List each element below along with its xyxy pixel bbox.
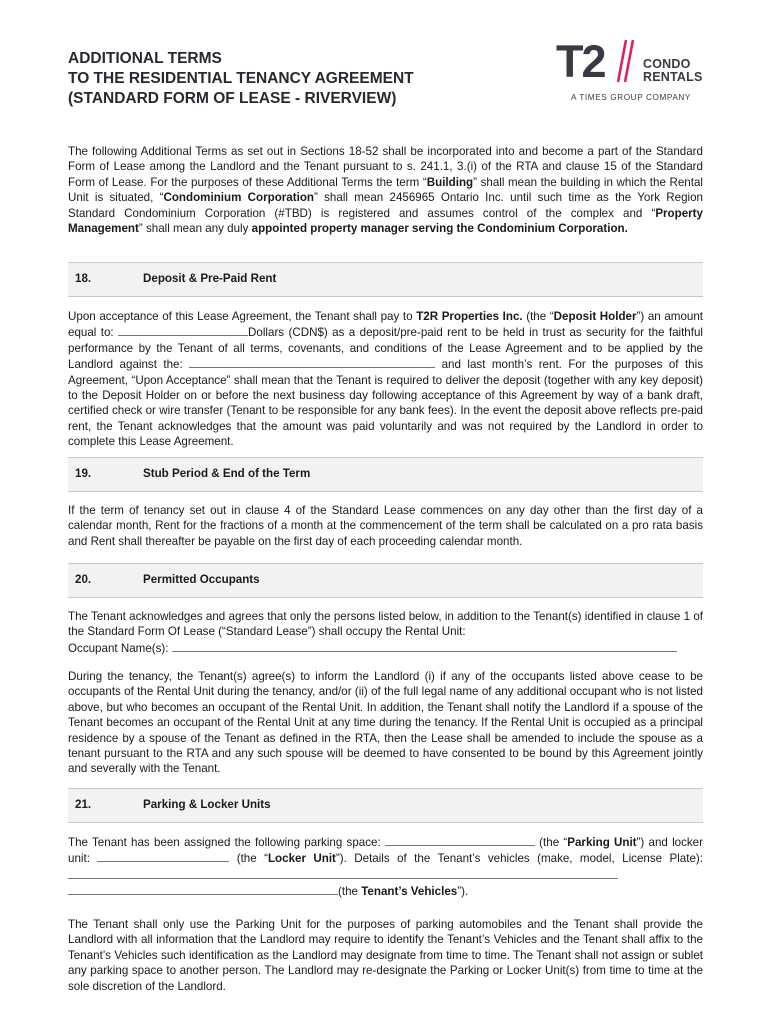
s18-text: (the “: [522, 310, 554, 323]
logo-line-1: CONDO: [643, 57, 691, 71]
document-title: [68, 49, 498, 109]
term-parking-unit: Parking Unit: [567, 836, 637, 849]
section-title: Parking & Locker Units: [143, 798, 271, 811]
s18-text: Dollars (CDN$) as a deposit/pre-paid rent to be held in trust as security for the faithful performance by the Tenant of all terms, covenants, and conditions of the Lease Agreement and to be applied by the Landlord against the:: [68, 326, 704, 372]
s21-text: The Tenant has been assigned the following parking space:: [68, 836, 385, 849]
occupant-names-field[interactable]: [172, 640, 677, 652]
term-tenants-vehicles: Tenant’s Vehicles: [361, 885, 458, 899]
s18-text: Upon acceptance of this Lease Agreement, the Tenant shall pay to: [68, 310, 417, 323]
section-21-paragraph-2: The Tenant shall only use the Parking Unit for the purposes of parking automobiles and the Tenant shall provide the Landlord with all information that the Landlord may require to identify the Tenant’s Vehicles and the Tenant shall affix to the Tenant’s Vehicles such identification as the Landlord may designate from time to time. The Tenant shall not assign or sublet any parking space to another person. The Landlord may re-designate the Parking or Locker Unit(s) from time to time at the sole discretion of the Landlord.: [68, 918, 703, 993]
section-21-header: [68, 788, 703, 823]
logo-line-2: RENTALS: [643, 70, 703, 84]
intro-text: ” shall mean any duly: [138, 222, 252, 236]
intro-text: The following Additional Terms as set out in Sections 18-52 shall be incorporated into and become a part of the Standard Form of Lease among the Landlord and the Tenant pursuant to s. 241.1, 3.(i) of the RTA and clause 15 of the Standard Form of Lease. For the purposes of these Additional Terms the term “: [68, 145, 703, 189]
title-line-3: (STANDARD FORM OF LEASE - RIVERVIEW): [68, 90, 397, 107]
deposit-applied-field[interactable]: [189, 356, 435, 368]
s21-text: (the “: [534, 836, 568, 849]
section-21-paragraph-1: [68, 834, 703, 900]
term-locker-unit: Locker Unit: [267, 852, 336, 866]
company-logo: [556, 38, 706, 106]
s18-text: and last month’s rent. For the purposes of this Agreement, “Upon Acceptance” shall mean that the Tenant is required to deliver the deposit (together with any key deposit) to the Deposit Holder on or before the next business day following acceptance of this Agreement by way of a bank draft, certified check or wire transfer (Tenant to be responsible for any bank fees). In the event the deposit above reflects pre-paid rent, the Tenant acknowledges that the amount was paid voluntarily and was not required by the Landlord in order to complete this Lease Agreement.: [68, 358, 704, 449]
section-19-paragraph: If the term of tenancy set out in clause 4 of the Standard Lease commences on any day other than the first day of a calendar month, Rent for the fractions of a month at the commencement of the term shall be calculated on a pro rata basis and Rent shall thereafter be payable on the first day of each proceeding calendar month.: [68, 504, 703, 548]
section-18-header: [68, 262, 703, 297]
s21-text: ”) and locker unit:: [68, 836, 703, 866]
parking-space-field[interactable]: [385, 834, 535, 846]
section-19-header: [68, 457, 703, 492]
section-number: 21.: [75, 798, 92, 811]
deposit-amount-field[interactable]: [118, 324, 248, 336]
title-line-1: ADDITIONAL TERMS: [68, 50, 222, 67]
s18-bold: T2R Properties Inc.: [416, 310, 523, 323]
s21-text: ”). Details of the Tenant’s vehicles (make, model, License Plate):: [335, 852, 703, 866]
vehicle-details-field-2[interactable]: [68, 883, 338, 895]
locker-unit-field[interactable]: [97, 850, 229, 862]
term-property-manager: appointed property manager serving the Condominium Corporation.: [251, 222, 628, 236]
term-property-management: Property Management: [68, 206, 703, 236]
s18-text: ”) an amount equal to:: [68, 310, 704, 340]
section-20-paragraph-1: [68, 609, 703, 656]
section-20-paragraph-2: During the tenancy, the Tenant(s) agree(s) to inform the Landlord (i) if any of the occupants listed above cease to be occupants of the Rental Unit during the tenancy, and/or (ii) of the full legal name of any additional occupant who is not listed above, but who becomes an occupant of the Rental Unit. In addition, the Tenant shall notify the Landlord if a spouse of the Tenant becomes an occupant of the Rental Unit at any time during the tenancy. If the Rental Unit is occupied as a principal residence by a spouse of the Tenant as defined in the RTA, then the Lease shall be amended to include the spouse as a tenant pursuant to the RTA and any such spouse will be deemed to have consented to be bound by this Agreement jointly and severally with the Tenant.: [68, 670, 703, 776]
vehicle-details-field[interactable]: [68, 867, 618, 879]
logo-tagline: A TIMES GROUP COMPANY: [571, 93, 691, 102]
s21-text: (the “: [229, 852, 268, 866]
logo-slash-icon: [616, 38, 642, 88]
section-number: 18.: [75, 272, 92, 285]
section-number: 19.: [75, 467, 92, 480]
s18-bold: Deposit Holder: [553, 310, 637, 323]
logo-wordmark: [643, 58, 703, 84]
section-title: Permitted Occupants: [143, 573, 260, 586]
section-title: Stub Period & End of the Term: [143, 467, 311, 480]
occupant-label: Occupant Name(s):: [68, 641, 169, 655]
intro-text: ” shall mean 2456965 Ontario Inc. until such time as the York Region Standard Condominium Corporation (#TBD) is registered and assumes control of the complex and “: [68, 191, 704, 220]
title-line-2: TO THE RESIDENTIAL TENANCY AGREEMENT: [68, 70, 414, 87]
section-20-header: [68, 563, 703, 598]
term-building: Building: [426, 175, 474, 189]
section-18-paragraph: [68, 309, 703, 450]
intro-paragraph: [68, 144, 703, 236]
term-condominium-corporation: Condominium Corporation: [163, 191, 314, 205]
s21-text: ”).: [457, 885, 469, 899]
logo-mark: T2: [556, 36, 605, 87]
s20-text: The Tenant acknowledges and agrees that only the persons listed below, in addition to the Tenant(s) identified in clause 1 of the Standard Form Of Lease (“Standard Lease”) shall occupy the Rental Unit:: [68, 610, 703, 639]
intro-text: ” shall mean the building in which the Rental Unit is situated, “: [68, 175, 703, 205]
section-number: 20.: [75, 573, 92, 586]
section-title: Deposit & Pre-Paid Rent: [143, 272, 277, 285]
s21-text: (the: [338, 885, 362, 899]
